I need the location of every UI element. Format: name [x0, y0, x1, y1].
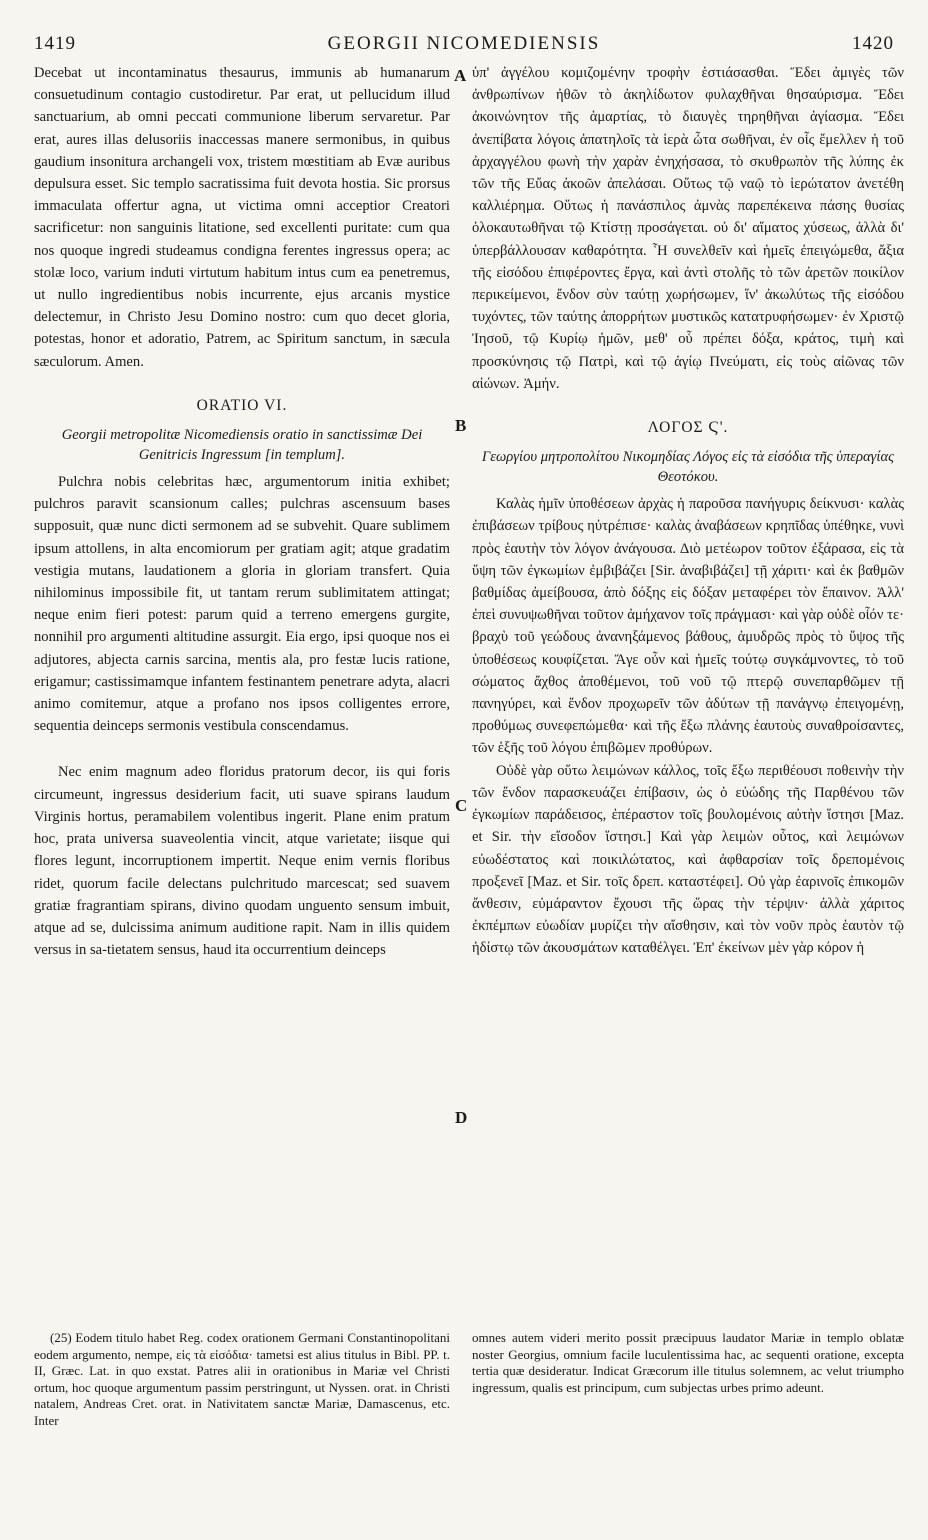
paragraph-gap — [34, 737, 450, 761]
header-title: GEORGII NICOMEDIENSIS — [327, 33, 601, 54]
latin-column — [34, 62, 450, 1330]
latin-oration-subtitle: Georgii metropolitæ Nicomediensis oratio in sanctissimæ Dei Genitricis Ingressum [in templum]. — [61, 427, 423, 464]
latin-oration-title: ORATIO VI. — [196, 396, 288, 414]
section-marker-b: B — [455, 416, 467, 435]
footnote-right — [472, 1330, 904, 1498]
section-marker-a: A — [454, 66, 467, 85]
section-marker-d: D — [455, 1108, 468, 1127]
greek-paragraph-3: Οὐδὲ γὰρ οὕτω λειμώνων κάλλος, τοῖς ἔξω περιθέουσι ποθεινὴν τὴν τῶν ἔνδον παρασκευάζει ἐπίβασιν, ὡς ὁ εὐώδης τῆς Παρθένου τῶν ἐγκωμίων παράδεισος, ἐπέραστον τοῖς βουλομένοις αὐτὴν ἵστησι [Maz. et Sir. τὴν εἴσοδον ἵστησι.] Καὶ γὰρ λειμὼν οὗτος, καὶ λειμώνων εὐωδέστατος καὶ ποικιλώτατος, καὶ ἀφθαρσίαν τοῖς δρεπομένοις προξενεῖ [Maz. et Sir. τοῖς δρεπ. καταστέφει]. Οὐ γὰρ ἐαρινοῖς ἐπικομῶν ἄνθεσιν, εὐμάραντον ἔχουσι τῆς ὥρας τὴν τέρψιν· ἀλλὰ χάριτος ἐκπέμπων εὐωδίαν μυρίζει τὴν αἴσθησιν, καὶ τὸν νοῦν πρὸς ἑαυτὸν τῷ ἡδίστῳ τῶν ἀκουσμάτων καταθέλγει. Ἐπ' ἐκείνων μὲν γὰρ κόρον ἡ — [472, 762, 904, 957]
latin-paragraph-1: Decebat ut incontaminatus thesaurus, immunis ab humanarum consuetudinum contagio custodiretur. Par erat, ut pellucidum illud sanctuarium, ab omni peccati communione liberum servaretur. Par erat, aures illas delusoriis inaccessas manere sermonibus, in quibus gaudium insonitura archangeli vox, tristem mœstitiam ab Evæ auribus depulsura esset. Sic templo sacratissima fuit devota hostia. Sic prorsus immaculata offertur agna, ut victima omni acceptior Creatori sacrificetur: non sanguinis litatione, sed excellenti puritate: cum qua nos quoque ingredi studeamus condigna ferentes ingressus opera; ac stolæ loco, varium induti virtutum habitum intus cum ea penetremus, ut nullo ingredientibus nobis incurrente, ejus arcanis mystice delectemur, in Christo Jesu Domino nostro: cum quo decet gloria, potestas, honor et adoratio, Patrem, ac Spiritum sanctum, in sæcula sæculorum. Amen. — [34, 65, 450, 370]
page-number-left: 1419 — [34, 33, 76, 54]
footnote-left — [34, 1330, 450, 1498]
greek-column — [472, 62, 904, 1330]
greek-oration-title: ΛΟΓΟΣ Ϛ'. — [647, 419, 729, 437]
running-header — [34, 33, 894, 57]
greek-oration-subtitle: Γεωργίου μητροπολίτου Νικομηδίας Λόγος εἰς τὰ εἰσόδια τῆς ὑπεραγίας Θεοτόκου. — [481, 449, 895, 486]
greek-paragraph-1: ὑπ' ἀγγέλου κομιζομένην τροφὴν ἑστιάσασθαι. Ἔδει ἀμιγὲς τῶν ἀνθρωπίνων ἠθῶν τὸ ἀκηλίδωτον φυλαχθῆναι θησαύρισμα. Ἔδει ἀκοινώνητον τῆς ἁμαρτίας, τὸ διαυγὲς τηρηθῆναι ἁγίασμα. Ἔδει ἀνεπίβατα λόγοις ἀπατηλοῖς τὰ ἱερὰ ὦτα σωθῆναι, ἐν οἷς ἔμελλεν ἡ τοῦ ἀρχαγγέλου φωνὴ τὴν χαρὰν ἐνηχήσασα, τὸ σκυθρωπὸν τῆς λύπης ἐκ τῶν τῆς Εὔας ἀκοῶν ἀπελάσαι. Οὕτως τῷ ναῷ τὸ ἱερώτατον ἀνετέθη καλλιέρημα. Οὕτως ἡ πανάσπιλος ἀμνὰς παρεπέκεινα πάσης θυσίας ὁλοκαυτωθῆναι τῷ Κτίστῃ προσάγεται. οὐ δι' αἵματος χύσεως, ἀλλὰ δι' ὑπερβάλλουσαν καθαρότητα. Ἧ συνελθεῖν καὶ ἡμεῖς ἐπειγώμεθα, ἄξια τῆς εἰσόδου ἐπιφέροντες ἔργα, καὶ ἀντὶ στολῆς τὸ τῶν ἀρετῶν ποικίλον περικείμενοι, ἔνδον σὺν ταύτῃ χωρήσωμεν, ἵν' ἀκωλύτως τῆς εἰσόδου τυχόντες, τῶν ταύτης ἀπορρήτων μυστικῶς κατατρυφήσωμεν· ἐν Χριστῷ Ἰησοῦ, τῷ Κυρίῳ ἡμῶν, μεθ' οὗ πρέπει δόξα, κράτος, τιμὴ καὶ προσκύνησις τῷ Πατρὶ, καὶ τῷ ἁγίῳ Πνεύματι, εἰς τοὺς αἰῶνας τῶν αἰώνων. Ἀμήν. — [472, 65, 904, 392]
greek-paragraph-2: Καλὰς ἡμῖν ὑποθέσεων ἀρχὰς ἡ παροῦσα πανήγυρις δείκνυσι· καλὰς ἐπιβάσεων τρίβους ηὐτρέπισε· καλὰς ἀναβάσεων κρηπῖδας ὑπέθηκε, νυνὶ πρὸς ἑαυτὴν τὸν λόγον ἀνάγουσα. Διὸ μετέωρον τοῦτον ἐξάρασα, εἰς τὰ ὕψη τῶν ἐγκωμίων ἐμβιβάζει [Sir. ἀναβιβάζει] τῇ χάριτι· καὶ ἐκ βαθμῶν βαθμίδας ἀμείβουσα, ἀπὸ δόξης εἰς δόξαν μεταφέρει τὸν ἔπαινον. Ἀλλ' ἐπεὶ συνυψωθῆναι τοῦτον ἀμήχανον τοῖς πράγμασι· καὶ γὰρ οὐδὲ οἷόν τε· βραχὺ τοῦ γεώδους ἀνανηξάμενος βάθους, ἀμυδρῶς πρὸς τὸ ὕψος τῆς ὑποθέσεως κουφίζεται. Ἄγε οὖν καὶ ἡμεῖς τούτῳ συγκάμνοντες, τὸ τοῦ σώματος ἄχθος ἀποθέμενοι, τοῦ νοῦ τῷ πτερῷ συνεπαρθῶμεν τῇ πανηγύρει, καὶ ἔνδον προχωρεῖν τῶν ἀδύτων τῇ πανάγνῳ ἐπειγομένῃ, προθύμως συνεφεπώμεθα· καὶ τῆς ἔξω πλάνης ἑαυτοὺς συναθροίσαντες, τῶν ἑξῆς τοῦ λόγου ἐπιβῶμεν προθύρων. — [472, 496, 904, 757]
footnote-text-left: (25) Eodem titulo habet Reg. codex orationem Germani Constantinopolitani eodem argumento, nempe, εἰς τὰ εἰσόδια· tametsi est alius titulus in Bibl. PP. t. II, Græc. Lat. in quo exstat. Patres alii in orationibus in Mariæ vel Christi ortum, hoc quoque argumentum passim perstringunt, ut Nyssen. orat. in Christi natalem, Andreas Cret. orat. in Nativitatem sanctæ Mariæ, Damascenus, etc. Inter — [34, 1330, 450, 1428]
page-number-right: 1420 — [852, 33, 894, 54]
section-marker-c: C — [455, 796, 468, 815]
latin-paragraph-2: Pulchra nobis celebritas hæc, argumentorum initia exhibet; pulchros paravit scansionum calles; pulchras ascensuum bases supposuit, quæ nunc dicti sermonem ad se subvehit. Quare sublimem ipsum attollens, in alta encomiorum per gratiam agit; atque gradatim vestigia mutans, laudationem a gloria in gloriam transfert. Quia nihilominus impossibile fit, ut tantam rerum sublimitatem attingat; neque enim fieri potest: parum quid a terreno emergens gurgite, nonnihil pro argumenti altitudine assurgit. Eia ergo, ipsi quoque nos ei adjutores, abjecta carnis sarcina, mentis ala, pro festæ lucis ratione, erigamur; castissimamque infantem festinantem penetrare adyta, alacri animo comitemur, atque a profano nos ipsos colligentes errore, sequentia deinceps sermonis vestibula conscendamus. — [34, 474, 450, 735]
footnote-text-right: omnes autem videri merito possit præcipuus laudator Mariæ in templo oblatæ noster Georgius, omnium facile luculentissima hac, ac sequenti oratione, excepta tertia quæ desideratur. Indicat Græcorum ille titulus solemnem, ac velut triumpho ingressum, qualis est principum, cum subjectas urbes primo adeunt. — [472, 1330, 904, 1395]
latin-paragraph-3: Nec enim magnum adeo floridus pratorum decor, iis qui foris circumeunt, ingressus desiderium facit, uti suave spirans laudum Virginis hortus, peramabilem volentibus ingerit. Plane enim pratum hoc, prata universa suaveolentia vincit, atque varietate; iisque qui flores legunt, incorruptionem impertit. Neque enim vernis floribus ridet, quorum facile delectans pulchritudo marcescat; sed suavem gratiæ fragrantiam spirans, divino quodam unguento sensum imbuit, atque ad se, dulcissima animum auditione rapit. Nam in illis quidem versus in sa-tietatem sensus, haud ita occurrentium deinceps — [34, 764, 450, 959]
